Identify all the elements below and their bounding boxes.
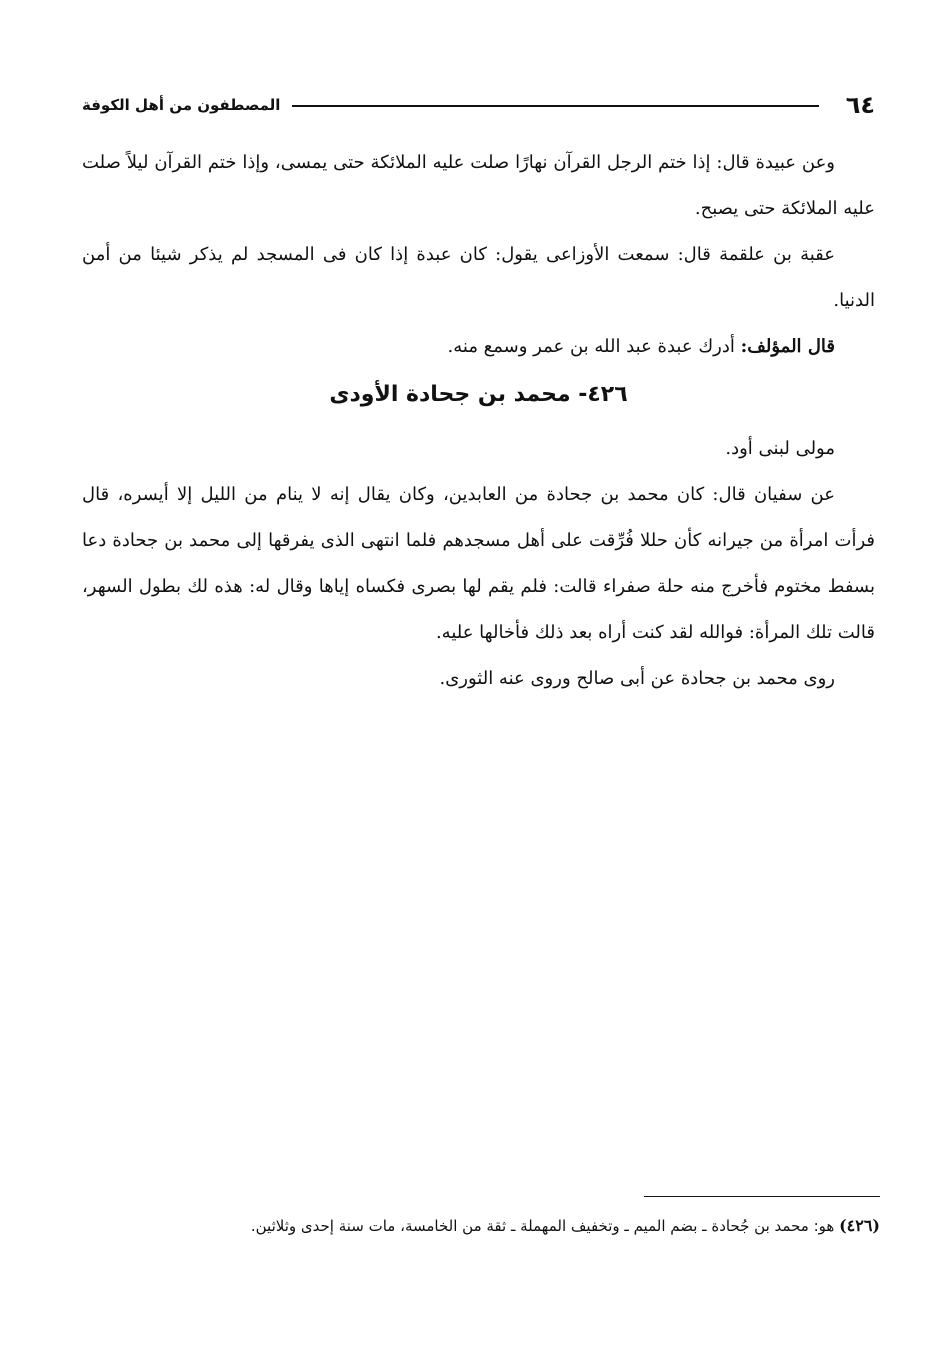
paragraph-text: عن سفيان قال: كان محمد بن جحادة من العابدين، وكان يقال إنه لا ينام من الليل إلا أيسره، قال فرأت امرأة من جيرانه كأن حللا فُرِّقت على أهل مسجدهم فلما انتهى الذى يفرقها إلى محمد بن جحادة دعا بسفط مختوم فأخرج منه حلة صفراء قالت: فلم يقم لها بصرى فكساه إياها وقال له: هذه لك بطول السهر، قالت تلك المرأة: فوالله لقد كنت أراه بعد ذلك فأخالها عليه. [82,484,875,643]
paragraph-sufyan [82,472,875,656]
paragraph-author-note [82,324,875,370]
paragraph-ubayda [82,140,875,232]
paragraph-text: مولى لبنى أود. [725,438,835,459]
running-title: المصطفون من أهل الكوفة [82,96,281,114]
body-text [82,140,875,702]
paragraph-text: عقبة بن علقمة قال: سمعت الأوزاعى يقول: كان عبدة إذا كان فى المسجد لم يذكر شيئا من أمن الدنيا. [82,244,875,311]
paragraph-text: وعن عبيدة قال: إذا ختم الرجل القرآن نهارًا صلت عليه الملائكة حتى يمسى، وإذا ختم القرآن ليلاً صلت عليه الملائكة حتى يصبح. [82,152,875,219]
author-note-lead: قال المؤلف: [740,336,835,357]
footnote-rule [644,1196,880,1197]
paragraph-text: روى محمد بن جحادة عن أبى صالح وروى عنه الثورى. [439,668,835,689]
paragraph-mawla [82,426,875,472]
page-number: ٦٤ [845,91,875,119]
paragraph-riwaya [82,656,875,702]
running-header [82,88,875,124]
footnotes [82,1208,880,1244]
footnote-marker: (٤٢٦) [839,1216,880,1235]
footnote-426 [82,1208,880,1244]
entry-heading: ٤٢٦- محمد بن جحادة الأودى [329,382,628,407]
footnote-text: هو: محمد بن جُحادة ـ بضم الميم ـ وتخفيف المهملة ـ ثقة من الخامسة، مات سنة إحدى وثلاثين. [250,1217,840,1235]
header-rule [292,105,819,107]
paragraph-text: أدرك عبدة عبد الله بن عمر وسمع منه. [447,336,741,357]
paragraph-awzai [82,232,875,324]
